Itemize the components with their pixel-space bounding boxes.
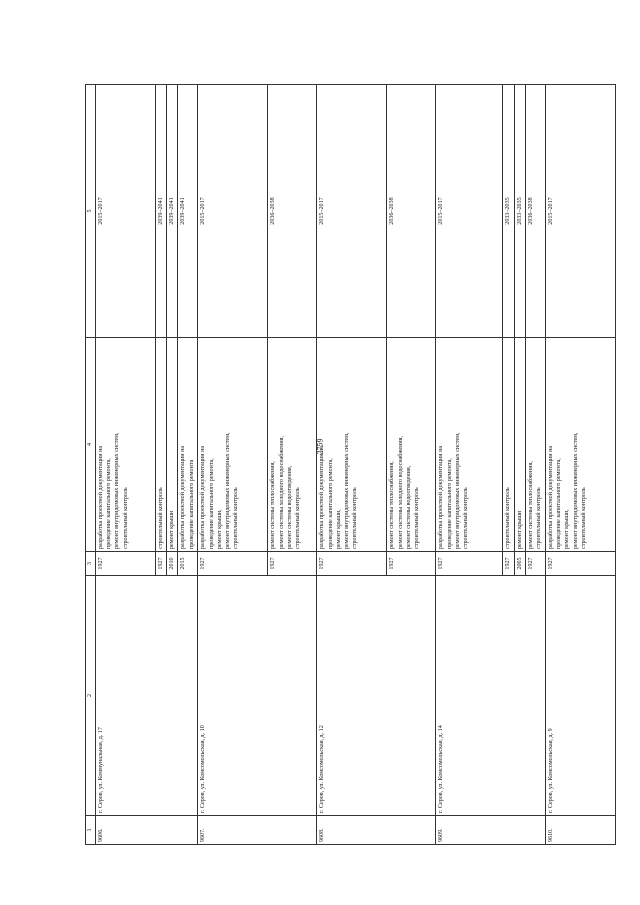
page-number: 2759 [315,438,325,455]
period-cell: 2036–2038 [387,85,436,338]
year-cell: 1927 [198,552,268,576]
capital-repair-table [85,84,616,845]
work-cell [387,338,436,552]
work-line: разработка проектной документации на [547,445,554,549]
work-line: ремонт внутридомовых инженерных систем, [572,432,579,549]
work-line: ремонт крыши [169,510,176,549]
work-line: разработка проектной документации на [319,445,326,549]
period-cell: 2015–2017 [545,85,615,338]
period-cell: 2015–2017 [436,85,503,338]
rotated-table-frame [85,85,600,845]
work-line: строительный контроль [352,487,359,549]
header-cell-col1: 1 [86,816,96,845]
document-sheet [85,85,640,842]
row-number: 9608. [317,816,436,845]
year-cell: 1927 [96,552,156,576]
year-cell: 1927 [268,552,317,576]
year-cell: 2010 [167,552,178,576]
work-line: проведение капитального ремонта, [556,458,563,549]
work-line: ремонт крыши [516,510,523,549]
work-line: ремонт системы водоотведения, [405,465,412,549]
work-line: строительный контроль [158,487,164,549]
work-line: ремонт крыши, [216,509,223,549]
work-line: строительный контроль [122,487,129,549]
address-cell: г. Серов, ул. Комсомольская, д. 10 [198,576,317,816]
year-cell: 1927 [156,552,167,576]
period-cell: 2039–2041 [156,85,167,338]
row-number: 9606. [96,816,198,845]
period-cell: 2036–2038 [525,85,545,338]
address-cell: г. Серов, ул. Коммунальная, д. 17 [96,576,198,816]
work-cell [503,338,514,552]
work-line: ремонт системы холодного водоснабжения, [397,436,404,549]
period-cell: 2015–2017 [317,85,387,338]
work-line: ремонт системы теплоснабжения, [527,461,534,549]
period-cell: 2015–2017 [96,85,156,338]
period-cell: 2039–2041 [178,85,198,338]
table-row [436,85,503,845]
work-cell [156,338,167,552]
work-line: ремонт системы холодного водоснабжения, [278,436,285,549]
work-line: проведение капитального ремонта [188,459,195,549]
table-body [86,85,616,845]
year-cell: 1927 [525,552,545,576]
year-cell: 1927 [387,552,436,576]
work-cell [317,338,387,552]
table-row [545,85,615,845]
work-cell [545,338,615,552]
work-cell [167,338,178,552]
year-cell: 1927 [317,552,387,576]
work-cell [268,338,317,552]
work-cell [525,338,545,552]
period-cell: 2039–2041 [167,85,178,338]
work-line: строительный контроль [233,487,240,549]
table-row [96,85,156,845]
address-cell: г. Серов, ул. Комсомольская, д. 9 [545,576,615,816]
work-line: проведение капитального ремонта, [446,458,453,549]
address-cell: г. Серов, ул. Комсомольская, д. 14 [436,576,545,816]
work-line: строительный контроль [414,487,421,549]
year-cell: 2015 [178,552,198,576]
work-line: проведение капитального ремонта, [106,458,113,549]
work-cell [436,338,503,552]
work-line: ремонт системы водоотведения, [286,465,293,549]
header-cell-col4: 4 [86,338,96,552]
work-line: ремонт системы теплоснабжения, [389,461,396,549]
work-line: разработка проектной документации на [438,445,445,549]
period-cell: 2015–2017 [198,85,268,338]
work-line: ремонт внутридомовых инженерных систем, [344,432,351,549]
work-line: ремонт крыши, [564,509,571,549]
work-line: ремонт системы теплоснабжения, [270,461,277,549]
work-cell [96,338,156,552]
work-line: ремонт внутридомовых инженерных систем, [225,432,232,549]
table-row [198,85,268,845]
header-cell-col3: 3 [86,552,96,576]
header-cell-col2: 2 [86,576,96,816]
year-cell: 1927 [545,552,615,576]
address-cell: г. Серов, ул. Комсомольская, д. 12 [317,576,436,816]
work-line: разработка проектной документации на [98,445,104,549]
work-line: проведение капитального ремонта, [208,458,215,549]
work-line: разработка проектной документации на [180,445,187,549]
year-cell: 1927 [503,552,514,576]
work-line: строительный контроль [580,487,587,549]
period-cell: 2036–2038 [268,85,317,338]
work-line: строительный контроль [463,487,470,549]
work-cell [514,338,525,552]
work-line: строительный контроль [536,487,543,549]
year-cell: 1927 [436,552,503,576]
header-row [86,85,96,845]
period-cell: 2033–2035 [514,85,525,338]
work-line: проведение капитального ремонта, [327,458,334,549]
header-cell-col5: 5 [86,85,96,338]
work-cell [178,338,198,552]
work-cell [198,338,268,552]
period-cell: 2033–2035 [503,85,514,338]
work-line: разработка проектной документации на [200,445,207,549]
year-cell: 2005 [514,552,525,576]
work-line: строительный контроль [295,487,302,549]
table-row [317,85,387,845]
row-number: 9610. [545,816,615,845]
work-line: ремонт внутридомовых инженерных систем, [114,432,121,549]
row-number: 9607. [198,816,317,845]
work-line: ремонт крыши, [335,509,342,549]
work-line: строительный контроль [505,487,512,549]
row-number: 9609. [436,816,545,845]
work-line: ремонт внутридомовых инженерных систем, [454,432,461,549]
